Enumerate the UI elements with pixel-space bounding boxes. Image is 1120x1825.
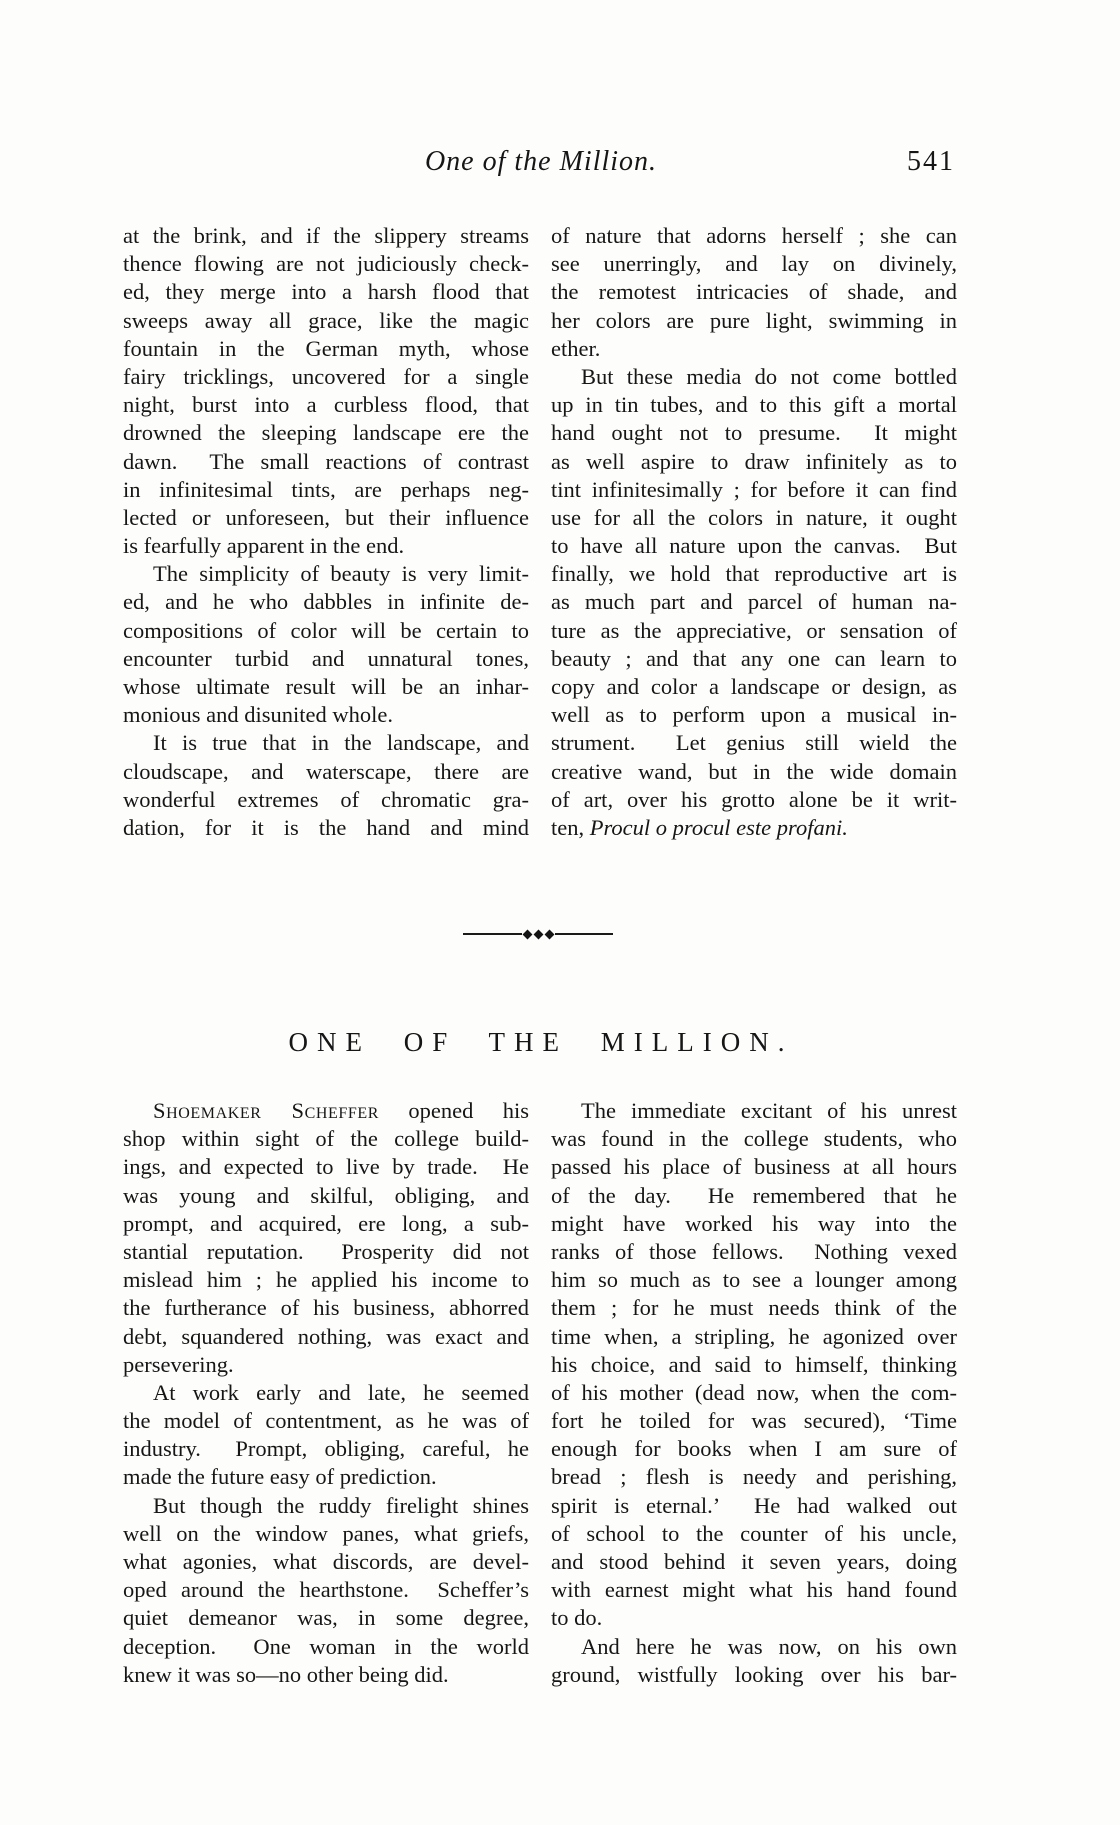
text-line: bread ; flesh is needy and perishing,: [551, 1464, 957, 1490]
text-line: But though the ruddy firelight shines: [153, 1492, 529, 1518]
divider-rule-left: [463, 933, 522, 935]
text-line: ranks of those fellows. Nothing vexed: [551, 1238, 957, 1264]
text-line: of the day. He remembered that he: [551, 1182, 957, 1208]
text-line: finally, we hold that reproductive art is: [551, 561, 957, 587]
text-line: wonderful extremes of chromatic gra-: [123, 786, 529, 812]
article-title: ONE OF THE MILLION.: [288, 1027, 794, 1057]
text-line: ings, and expected to live by trade. He: [123, 1154, 529, 1180]
text-line: lected or unforeseen, but their influence: [123, 504, 529, 530]
text-line: creative wand, but in the wide domain: [551, 758, 957, 784]
text-line: compositions of color will be certain to: [123, 617, 529, 643]
text-line: fountain in the German myth, whose: [123, 335, 529, 361]
text-line: dawn. The small reactions of contrast: [123, 448, 529, 474]
text-line: see unerringly, and lay on divinely,: [551, 251, 957, 277]
text-line: well on the window panes, what griefs,: [123, 1520, 529, 1546]
section-divider: [463, 929, 613, 939]
text-line: prompt, and acquired, ere long, a sub-: [123, 1210, 529, 1236]
text-line: mislead him ; he applied his income to: [123, 1267, 529, 1293]
text-line: quiet demeanor was, in some degree,: [123, 1605, 529, 1631]
text-line: her colors are pure light, swimming in: [551, 307, 957, 333]
text-line: at the brink, and if the slippery streams: [123, 223, 529, 248]
text-line: ten, Procul o procul este profani.: [551, 814, 848, 840]
divider-ornament-icon: [522, 929, 532, 939]
text-line: It is true that in the landscape, and: [153, 730, 529, 756]
text-line: made the future easy of prediction.: [123, 1464, 437, 1490]
text-line: monious and disunited whole.: [123, 702, 393, 728]
text-line: him so much as to see a lounger among: [551, 1267, 957, 1293]
text-line: was found in the college students, who: [551, 1126, 957, 1152]
text-line: the remotest intricacies of shade, and: [551, 279, 957, 305]
text-line: as well aspire to draw infinitely as to: [551, 448, 957, 474]
text-line: knew it was so—no other being did.: [123, 1661, 449, 1687]
text-line: spirit is eternal.’ He had walked out: [551, 1492, 957, 1518]
text-line: might have worked his way into the: [551, 1210, 957, 1236]
text-line: well as to perform upon a musical in-: [551, 702, 957, 728]
text-line: stantial reputation. Prosperity did not: [123, 1238, 529, 1264]
text-line: ground, wistfully looking over his bar-: [551, 1661, 957, 1687]
text-line: his choice, and said to himself, thinking: [551, 1351, 957, 1377]
text-line: ed, and he who dabbles in infinite de-: [123, 589, 529, 615]
text-line: ed, they merge into a harsh flood that: [123, 279, 529, 305]
text-line: strument. Let genius still wield the: [551, 730, 957, 756]
text-line: At work early and late, he seemed: [153, 1379, 529, 1405]
text-line: in infinitesimal tints, are perhaps neg-: [123, 476, 529, 502]
text-line: fort he toiled for was secured), ‘Time: [551, 1408, 957, 1434]
text-line: as much part and parcel of human na-: [551, 589, 957, 615]
text-line: industry. Prompt, obliging, careful, he: [123, 1436, 529, 1462]
page-number: 541: [907, 146, 955, 177]
text-line: The immediate excitant of his unrest: [581, 1098, 957, 1123]
divider-ornament-icon: [544, 929, 554, 939]
text-line: use for all the colors in nature, it ought: [551, 504, 957, 530]
running-title: One of the Million.: [424, 146, 658, 177]
text-line: debt, squandered nothing, was exact and: [123, 1323, 529, 1349]
text-line: deception. One woman in the world: [123, 1633, 529, 1659]
text-line: of art, over his grotto alone be it writ-: [551, 786, 957, 812]
text-line: And here he was now, on his own: [581, 1633, 957, 1659]
text-line: of nature that adorns herself ; she can: [551, 223, 957, 248]
article-left-column: [123, 1097, 529, 1689]
previous-article-right-column: [551, 222, 957, 842]
text-line: ether.: [551, 335, 601, 361]
text-line: up in tin tubes, and to this gift a mortal: [551, 392, 957, 418]
text-line: persevering.: [123, 1351, 234, 1377]
text-line: the furtherance of his business, abhorred: [123, 1295, 529, 1321]
text-line: ture as the appreciative, or sensation of: [551, 617, 957, 643]
text-line: thence flowing are not judiciously check-: [123, 251, 529, 277]
text-line: enough for books when I am sure of: [551, 1436, 957, 1462]
text-line: was young and skilful, obliging, and: [123, 1182, 529, 1208]
divider-rule-right: [555, 933, 614, 935]
text-line: beauty ; and that any one can learn to: [551, 645, 957, 671]
text-line: encounter turbid and unnatural tones,: [123, 645, 529, 671]
text-line: hand ought not to presume. It might: [551, 420, 957, 446]
text-line: sweeps away all grace, like the magic: [123, 307, 529, 333]
text-line: and stood behind it seven years, doing: [551, 1549, 957, 1574]
text-line: to do.: [551, 1605, 603, 1631]
text-line: of school to the counter of his uncle,: [551, 1520, 957, 1546]
text-line: oped around the hearthstone. Scheffer’s: [123, 1577, 529, 1603]
text-line: them ; for he must needs think of the: [551, 1295, 957, 1321]
article-right-column: [551, 1097, 957, 1689]
text-line: cloudscape, and waterscape, there are: [123, 758, 529, 784]
text-line: passed his place of business at all hours: [551, 1154, 957, 1180]
text-line: drowned the sleeping landscape ere the: [123, 420, 529, 446]
text-line: what agonies, what discords, are devel-: [123, 1549, 529, 1574]
text-line: is fearfully apparent in the end.: [123, 533, 405, 559]
text-line: the model of contentment, as he was of: [123, 1408, 529, 1434]
text-line: But these media do not come bottled: [581, 363, 957, 389]
text-line: time when, a stripling, he agonized over: [551, 1323, 957, 1349]
previous-article-left-column: [123, 222, 529, 842]
text-line: with earnest might what his hand found: [551, 1577, 957, 1603]
divider-ornament-icon: [533, 929, 543, 939]
text-line: Shoemaker Scheffer opened his: [153, 1098, 529, 1123]
text-line: fairy tricklings, uncovered for a single: [123, 363, 529, 389]
text-line: of his mother (dead now, when the com-: [551, 1379, 957, 1405]
text-line: dation, for it is the hand and mind: [123, 814, 529, 840]
text-line: to have all nature upon the canvas. But: [551, 533, 957, 559]
text-line: night, burst into a curbless flood, that: [123, 392, 529, 418]
text-line: The simplicity of beauty is very limit-: [153, 561, 529, 587]
text-line: tint infinitesimally ; for before it can find: [551, 476, 957, 502]
text-line: copy and color a landscape or design, as: [551, 674, 957, 699]
text-line: whose ultimate result will be an inhar-: [123, 674, 529, 699]
text-line: shop within sight of the college build-: [123, 1126, 529, 1152]
